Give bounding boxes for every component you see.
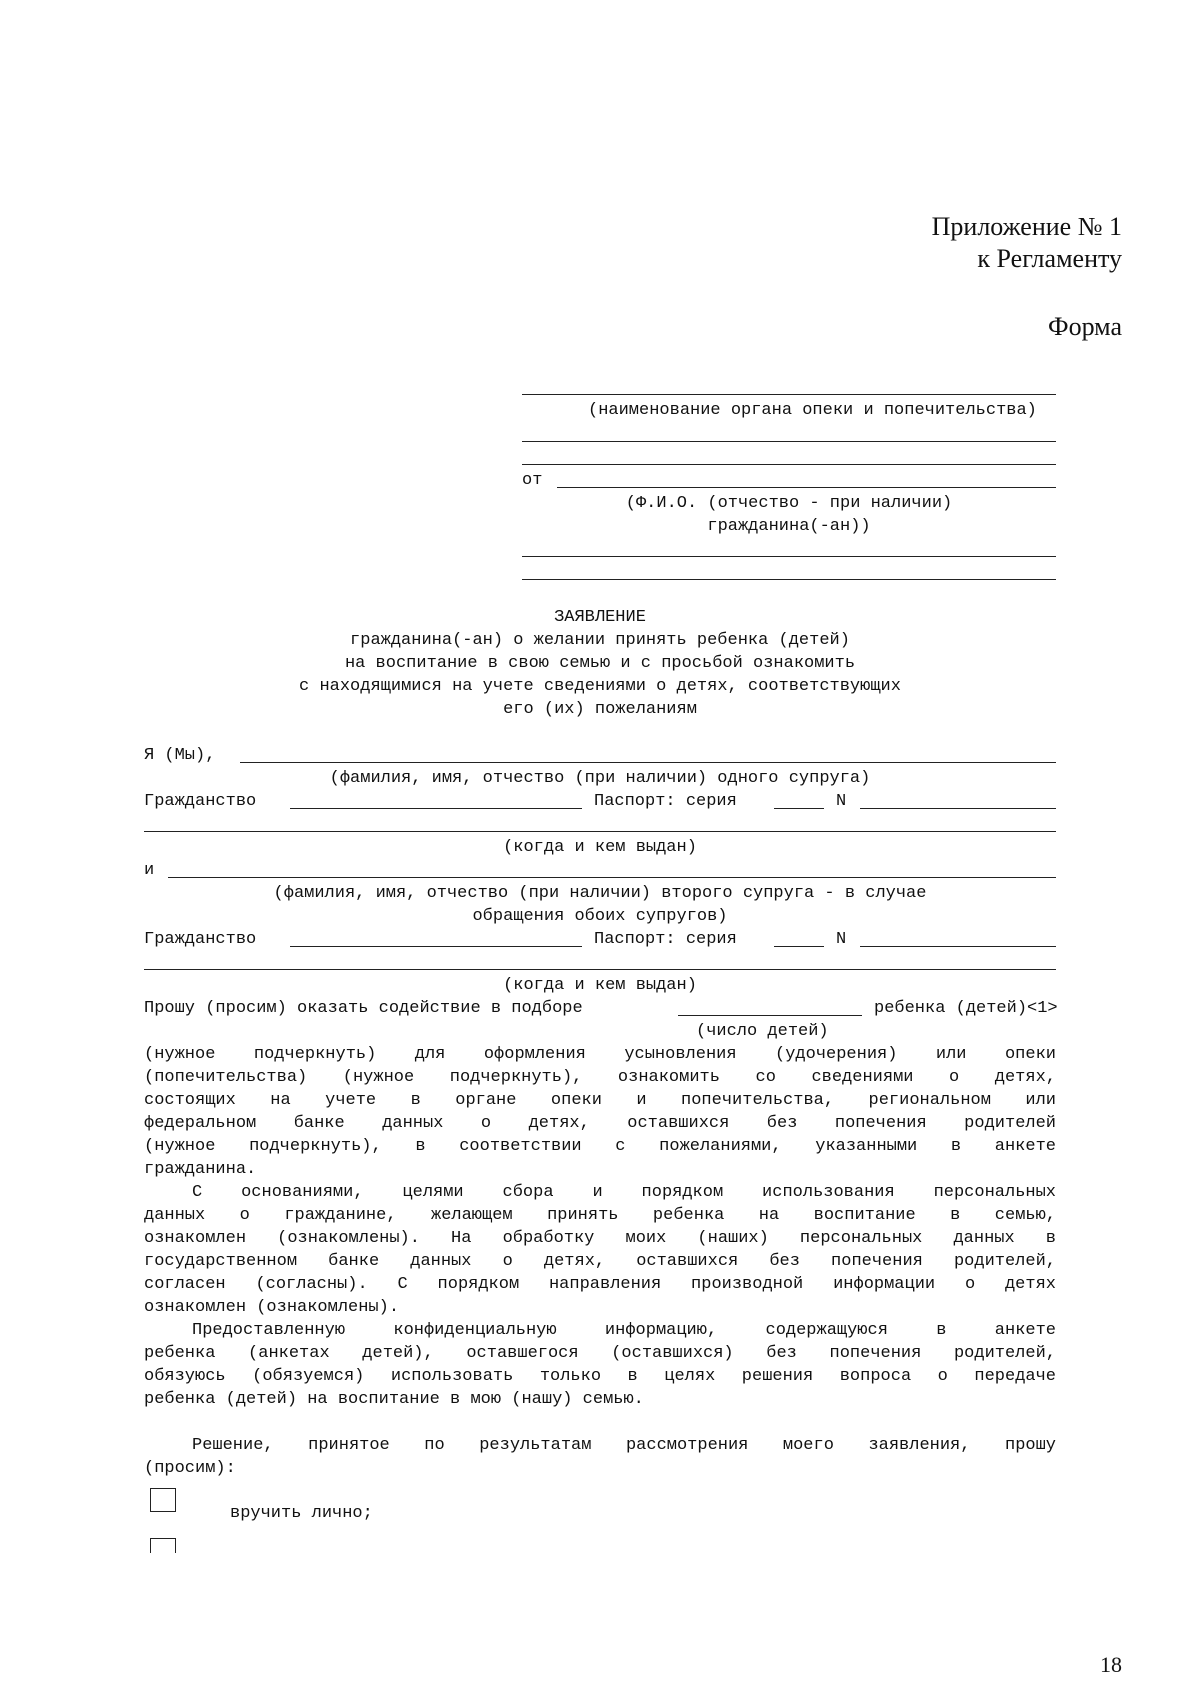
- organ-extra-line-1[interactable]: [522, 441, 1056, 442]
- statement-subtitle-2: на воспитание в свою семью и с просьбой ознакомить: [344, 654, 856, 673]
- p2-line-2: данных о гражданине, желающем принять ребенка на воспитание в семью,: [144, 1206, 1056, 1225]
- spouse2-passport-series-line[interactable]: [774, 946, 824, 947]
- fio-caption-1: (Ф.И.О. (отчество - при наличии): [625, 494, 953, 513]
- statement-subtitle-1: гражданина(-ан) о желании принять ребенка (детей): [350, 631, 850, 650]
- p2-line-last: ознакомлен (ознакомлены).: [144, 1298, 400, 1317]
- spouse2-issued-caption: (когда и кем выдан): [503, 976, 697, 995]
- address-line-1[interactable]: [522, 556, 1056, 557]
- children-count-caption: (число детей): [696, 1022, 829, 1041]
- p2-line-5: согласен (согласны). С порядком направления производной информации о детях: [144, 1275, 1056, 1294]
- from-label: от: [522, 471, 543, 490]
- applicant-lead: Я (Мы),: [144, 746, 216, 765]
- statement-subtitle-3: с находящимися на учете сведениями о детях, соответствующих: [299, 677, 901, 696]
- organ-caption: (наименование органа опеки и попечительства): [588, 401, 1037, 420]
- decision-line-1: Решение, принятое по результатам рассмотрения моего заявления, прошу: [192, 1436, 1056, 1455]
- request-line-end: ребенка (детей)<1>: [874, 999, 1058, 1018]
- spouse2-passport-label: Паспорт: серия: [594, 930, 737, 949]
- address-line-2[interactable]: [522, 579, 1056, 580]
- p2-line-1: С основаниями, целями сбора и порядком использования персональных: [192, 1183, 1056, 1202]
- from-fio-line[interactable]: [557, 487, 1056, 488]
- spouse2-issued-line[interactable]: [144, 969, 1056, 970]
- spouse2-name-caption-2: обращения обоих супругов): [472, 907, 728, 926]
- fio-caption-2: гражданина(-ан)): [707, 517, 871, 536]
- spouse2-passport-number-line[interactable]: [860, 946, 1056, 947]
- p1-line-3: состоящих на учете в органе опеки и попечительства, региональном или: [144, 1091, 1056, 1110]
- statement-heading: ЗАЯВЛЕНИЕ: [554, 608, 646, 627]
- p1-line-2: (попечительства) (нужное подчеркнуть), ознакомить со сведениями о детях,: [144, 1068, 1056, 1087]
- spouse2-citizenship-line[interactable]: [290, 946, 582, 947]
- statement-subtitle-4: его (их) пожеланиям: [503, 700, 697, 719]
- spouse1-citizenship-line[interactable]: [290, 808, 582, 809]
- p1-line-1: (нужное подчеркнуть) для оформления усыновления (удочерения) или опеки: [144, 1045, 1056, 1064]
- spouse1-number-label: N: [836, 792, 847, 811]
- p3-line-3: обязуюсь (обязуемся) использовать только в целях решения вопроса о передаче: [144, 1367, 1056, 1386]
- p3-line-last: ребенка (детей) на воспитание в мою (нашу) семью.: [144, 1390, 644, 1409]
- p2-line-4: государственном банке данных о детях, оставшихся без попечения родителей,: [144, 1252, 1056, 1271]
- p2-line-3: ознакомлен (ознакомлены). На обработку моих (наших) персональных данных в: [144, 1229, 1056, 1248]
- organ-name-line[interactable]: [522, 394, 1056, 395]
- decision-line-last: (просим):: [144, 1459, 236, 1478]
- spouse1-passport-label: Паспорт: серия: [594, 792, 737, 811]
- spouse2-lead: и: [144, 861, 155, 880]
- spouse1-issued-line[interactable]: [144, 831, 1056, 832]
- p1-line-last: гражданина.: [144, 1160, 257, 1179]
- spouse2-name-line[interactable]: [168, 877, 1056, 878]
- spouse1-name-line[interactable]: [240, 762, 1056, 763]
- page-number: 18: [1100, 1652, 1122, 1677]
- option-in-person-checkbox[interactable]: [150, 1488, 176, 1512]
- option-2-checkbox[interactable]: [150, 1538, 176, 1553]
- spouse1-name-caption: (фамилия, имя, отчество (при наличии) одного супруга): [329, 769, 871, 788]
- p3-line-2: ребенка (анкетах детей), оставшегося (оставшихся) без попечения родителей,: [144, 1344, 1056, 1363]
- children-count-line[interactable]: [678, 1015, 862, 1016]
- spouse2-number-label: N: [836, 930, 847, 949]
- organ-extra-line-2[interactable]: [522, 464, 1056, 465]
- spouse1-passport-series-line[interactable]: [774, 808, 824, 809]
- appendix-number: Приложение № 1: [931, 212, 1122, 241]
- spouse1-citizenship-label: Гражданство: [144, 792, 257, 811]
- spouse1-issued-caption: (когда и кем выдан): [503, 838, 697, 857]
- option-in-person-label: вручить лично;: [230, 1504, 373, 1523]
- p3-line-1: Предоставленную конфиденциальную информацию, содержащуюся в анкете: [192, 1321, 1056, 1340]
- spouse2-name-caption-1: (фамилия, имя, отчество (при наличии) второго супруга - в случае: [273, 884, 927, 903]
- reglament-reference: к Регламенту: [977, 244, 1122, 273]
- spouse2-citizenship-label: Гражданство: [144, 930, 257, 949]
- spouse1-passport-number-line[interactable]: [860, 808, 1056, 809]
- request-line-start: Прошу (просим) оказать содействие в подборе: [144, 999, 583, 1018]
- form-label: Форма: [1048, 312, 1122, 341]
- p1-line-5: (нужное подчеркнуть), в соответствии с пожеланиями, указанными в анкете: [144, 1137, 1056, 1156]
- p1-line-4: федеральном банке данных о детях, оставшихся без попечения родителей: [144, 1114, 1056, 1133]
